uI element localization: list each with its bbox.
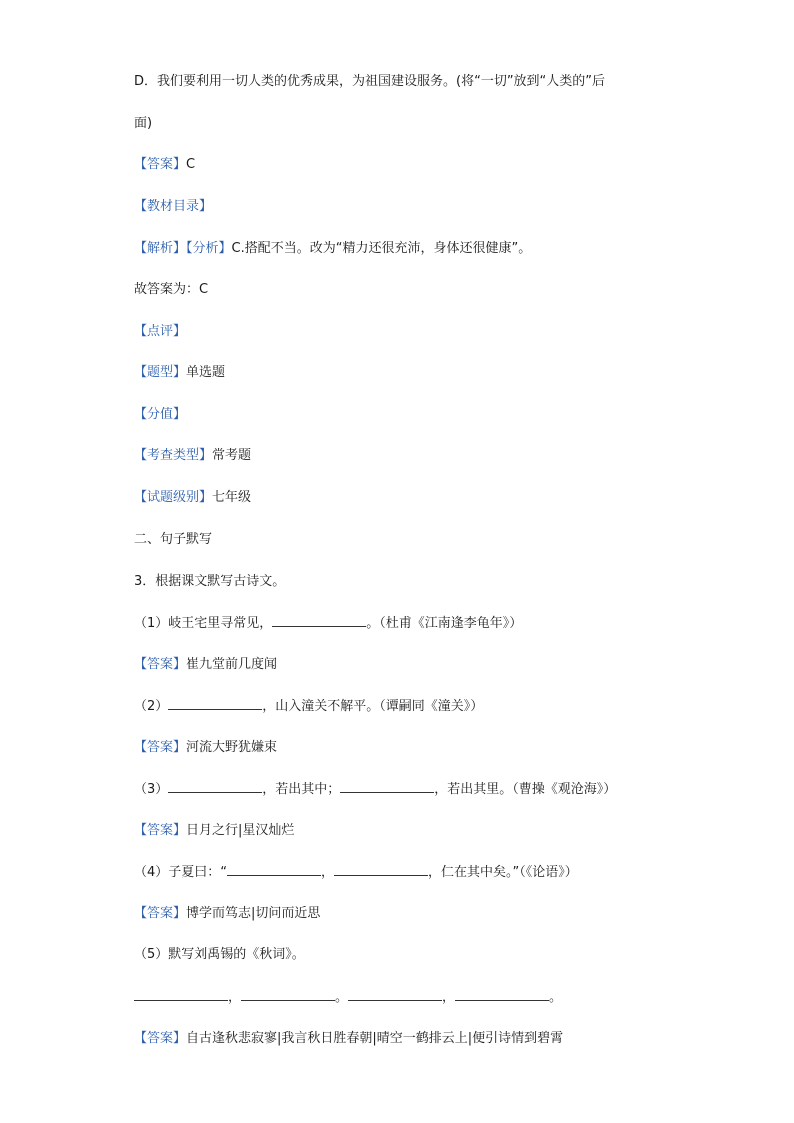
item-prefix: （3） (134, 782, 169, 797)
fill-blank (241, 988, 335, 1001)
item-prefix: （1）岐王宅里寻常见， (134, 616, 273, 631)
fill-blank (340, 780, 434, 793)
fill-blank (134, 988, 228, 1001)
q3-item-4 (134, 863, 578, 882)
item-suffix: 。（杜甫《江南逢李龟年》） (366, 616, 523, 631)
answer-tag: 【答案】 (134, 657, 187, 672)
q3-item-5: （5）默写刘禹锡的《秋词》。 (134, 947, 305, 962)
answer-tag: 【答案】 (134, 1031, 187, 1046)
answer-tag: 【答案】 (134, 157, 187, 172)
comment-line (134, 323, 186, 341)
catalog-line (134, 198, 212, 216)
score-line (134, 406, 186, 424)
q3-item-3 (134, 780, 616, 799)
conclusion-line: 故答案为：C (134, 282, 209, 297)
q3-item-1 (134, 614, 522, 633)
answer-value: 日月之行|星汉灿烂 (186, 823, 295, 838)
comment-tag: 【点评】 (134, 324, 187, 339)
fill-blank (334, 863, 428, 876)
item-mid: ，若出其中； (262, 782, 341, 797)
answer-value: 自古逢秋悲寂寥|我言秋日胜春朝|晴空一鹤排云上|便引诗情到碧霄 (186, 1031, 564, 1046)
item-suffix: ，山入潼关不解平。（谭嗣同《潼关》） (262, 699, 484, 714)
q3-item-5-answer (134, 1030, 563, 1048)
answer-tag: 【答案】 (134, 740, 187, 755)
answer-value: 崔九堂前几度闻 (186, 657, 278, 672)
answer-value: C (186, 157, 196, 172)
answer-tag: 【答案】 (134, 823, 187, 838)
analysis-text: C.搭配不当。改为“精力还很充沛，身体还很健康”。 (231, 241, 532, 256)
question-3-stem: 3．根据课文默写古诗文。 (134, 574, 286, 589)
score-tag: 【分值】 (134, 407, 187, 422)
item-suffix: ，仁在其中矣。”（《论语》） (428, 865, 578, 880)
q3-item-1-answer (134, 656, 277, 674)
blank-separator: ， (442, 990, 456, 1005)
item-suffix: ，若出其里。（曹操《观沧海》） (434, 782, 617, 797)
exam-type-value: 常考题 (212, 448, 252, 463)
q3-item-5-blanks (134, 988, 562, 1007)
analysis-tag: 【解析】【分析】 (134, 241, 232, 256)
q3-item-2 (134, 697, 483, 716)
grade-line (134, 489, 251, 507)
grade-value: 七年级 (212, 490, 252, 505)
q2-answer-line (134, 156, 195, 174)
fill-blank (348, 988, 442, 1001)
fill-blank (272, 614, 366, 627)
q3-item-2-answer (134, 739, 277, 757)
fill-blank (168, 697, 262, 710)
analysis-line (134, 240, 531, 258)
section-heading: 二、句子默写 (134, 532, 213, 547)
exam-type-line (134, 447, 251, 465)
catalog-tag: 【教材目录】 (134, 199, 213, 214)
fill-blank (455, 988, 549, 1001)
answer-value: 河流大野犹嫌束 (186, 740, 278, 755)
answer-value: 博学而笃志|切问而近思 (186, 906, 321, 921)
q3-item-3-answer (134, 822, 294, 840)
item-prefix: （2） (134, 699, 169, 714)
blank-separator: 。 (335, 990, 349, 1005)
type-value: 单选题 (186, 365, 226, 380)
option-d-continued: 面) (134, 116, 153, 131)
grade-tag: 【试题级别】 (134, 490, 213, 505)
blank-separator: 。 (549, 990, 563, 1005)
item-mid: ， (321, 865, 335, 880)
answer-tag: 【答案】 (134, 906, 187, 921)
question-type-line (134, 364, 225, 382)
fill-blank (227, 863, 321, 876)
fill-blank (168, 780, 262, 793)
blank-separator: ， (228, 990, 242, 1005)
item-prefix: （4）子夏曰：“ (134, 865, 228, 880)
q3-item-4-answer (134, 905, 320, 923)
type-tag: 【题型】 (134, 365, 187, 380)
exam-type-tag: 【考查类型】 (134, 448, 213, 463)
option-d-text: D．我们要利用一切人类的优秀成果，为祖国建设服务。(将“一切”放到“人类的”后 (134, 74, 606, 89)
